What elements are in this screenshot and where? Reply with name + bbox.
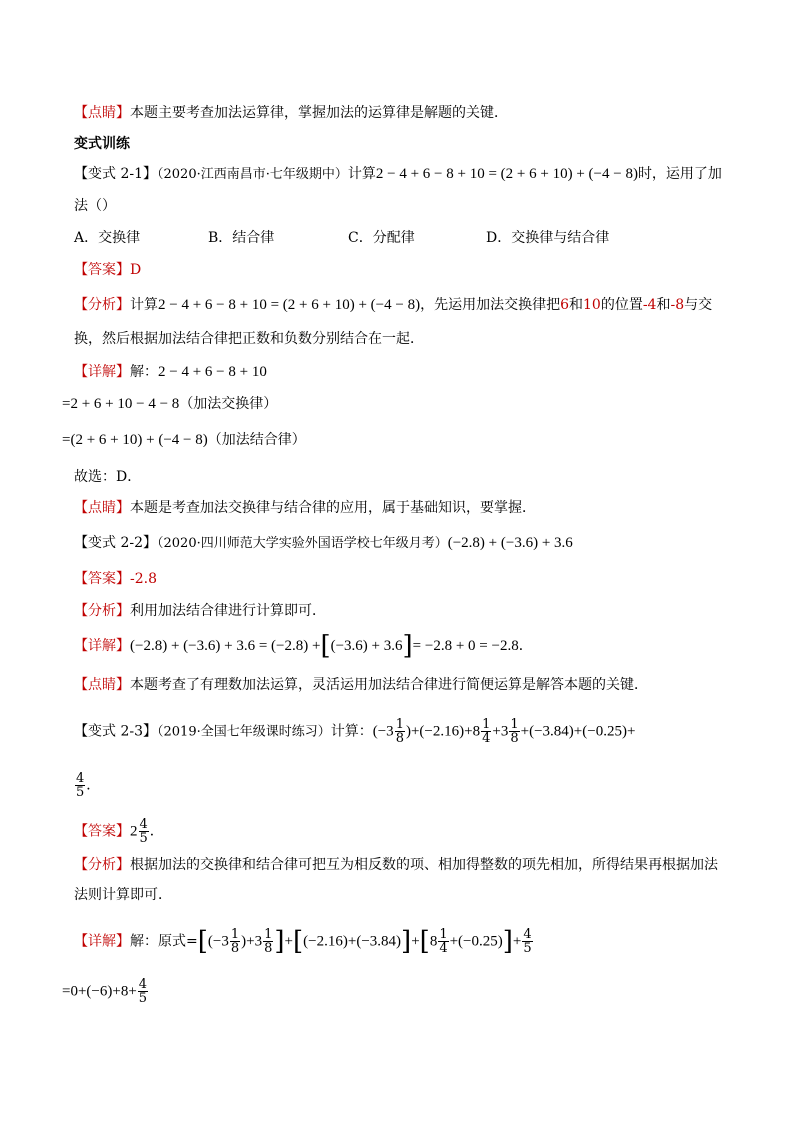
v23-answer-whole: 2 [130,823,138,840]
v21-analysis-prefix: 计算 [130,297,158,313]
v21-detail-step2 [62,394,277,414]
v21-analysis-expression: 2 − 4 + 6 − 8 + 10 = (2 + 6 + 10) + (−4 − 8) [158,297,421,313]
v23-label: 【变式 2-3】 [74,723,157,740]
v21-tail: 时，运用了加 [637,166,722,182]
v23-question-line2: $\frac{4}{5}$ ． [76,771,101,800]
v23-answer-tag: 【答案】 [74,823,130,840]
v22-analysis-text: 利用加法结合律进行计算即可． [130,603,326,619]
section-title: 变式训练 [74,136,130,152]
v23-plus2: +3 [492,723,509,740]
v22-answer [74,569,157,589]
v21-option-c: C．分配律 [348,230,415,246]
v21-question-line2: 法（） [74,198,116,214]
v21-detail-step3 [62,430,306,450]
v21-analysis-he2: 和 [656,297,671,313]
v21-step2-note: （加法交换律） [179,396,278,412]
v23-detail-frac-b: $\frac{1}{8}$ [264,927,273,956]
v21-label: 【变式 2-1】 [74,166,157,182]
v23-question-line1: 【变式 2-3】（2019·全国七年级课时练习）计算：(−3 $\frac{1}{8}$ )+(−2.16)+8 $\frac{1}{4}$ +3 $\frac{1}{8}$ +(−3.84)+(−0.25)+ [74,717,636,746]
v22-question [74,533,573,554]
v22-dianjing [74,675,648,695]
v21-analysis-neg8: -8 [670,297,685,313]
v21-detail-tag: 【详解】 [74,364,130,380]
v21-detail-head: 解： [130,364,158,380]
v23-detail-frac-d: $\frac{1}{4}$ [439,927,448,956]
v21-analysis-line2: 换，然后根据加法结合律把正数和负数分别结合在一起． [74,331,424,347]
v22-dianjing-text: 本题考查了有理数加法运算，灵活运用加法结合律进行简便运算是解答本题的关键． [130,677,648,693]
v21-answer [74,260,141,280]
v23-plus1: +(−2.16)+8 [410,723,481,740]
v23-analysis-text1: 根据加法的交换律和结合律可把互为相反数的项、相加得整数的项先相加，所得结果再根据加法 [130,857,718,873]
v23-term1-fraction: $\frac{1}{8}$ [395,717,404,746]
v22-expression: (−2.8) + (−3.6) + 3.6 [447,535,573,551]
v21-analysis-line1 [74,295,712,315]
v22-analysis [74,601,326,621]
v23-term4-fraction: $\frac{4}{5}$ [76,771,85,800]
v23-term2-fraction: $\frac{1}{4}$ [482,717,491,746]
v23-answer: 【答案】2 $\frac{4}{5}$ ． [74,817,164,846]
v22-analysis-tag: 【分析】 [74,603,130,619]
v22-detail-tag: 【详解】 [74,638,130,654]
v21-answer-value: D [130,262,142,278]
v22-dianjing-tag: 【点睛】 [74,677,130,693]
v21-analysis-10: 10 [583,297,601,313]
v21-option-a: A．交换律 [74,230,141,246]
v21-source: （2020·江西南昌市·七年级期中） [157,167,348,182]
v23-term3-fraction: $\frac{1}{8}$ [510,717,519,746]
v21-step3-note: （加法结合律） [207,432,306,448]
v21-step3-expr: =(2 + 6 + 10) + (−4 − 8) [62,432,208,448]
v21-dianjing-tag: 【点睛】 [74,500,130,516]
dianjing-tag: 【点睛】 [74,105,130,121]
dianjing-text: 本题主要考查加法运算律，掌握加法的运算律是解题的关键． [130,105,508,121]
v22-label: 【变式 2-2】 [74,535,157,551]
v21-analysis-tag: 【分析】 [74,297,130,313]
v21-step2-expr: =2 + 6 + 10 − 4 − 8 [62,396,180,412]
v22-detail-end: ． [518,638,533,654]
v21-analysis-he1: 和 [569,297,583,313]
v21-analysis-a: ，先运用加法交换律把 [420,297,561,313]
v21-answer-tag: 【答案】 [74,262,130,278]
v23-prompt: 计算： [330,723,373,740]
v23-plus3: +(−3.84)+(−0.25)+ [520,723,636,740]
v21-detail-expr1: 2 − 4 + 6 − 8 + 10 [158,364,267,380]
v21-analysis-neg4: -4 [642,297,657,313]
v21-dianjing [74,498,536,518]
v23-detail-head: 解：原式= [130,933,198,950]
v21-analysis-6: 6 [560,297,569,313]
v22-detail-b: (−3.6) + 3.6 [330,638,403,654]
v21-detail-line1 [74,362,267,382]
v23-detail-line1: 【详解】解：原式=[(−3 $\frac{1}{8}$ )+3 $\frac{1}{8}$ ]+[(−2.16)+(−3.84)]+[8 $\frac{1}{4}$ +(−0.25)]+ $\frac{4}{5}$ [74,926,532,957]
v21-question-line1 [74,164,722,185]
v23-analysis-line2: 法则计算即可． [74,887,172,903]
v23-source: （2019·全国七年级课时练习） [157,724,331,740]
v23-last-line: =0+(−6)+8+ [62,983,137,1000]
v22-detail: 【详解】(−2.8) + (−3.6) + 3.6 = (−2.8) +[(−3.6) + 3.6]= −2.8 + 0 = −2.8． [74,631,533,661]
v21-conclusion: 故选：D． [74,469,142,485]
v23-answer-fraction: $\frac{4}{5}$ [139,817,148,846]
dianjing-paragraph [74,103,508,123]
v22-source: （2020·四川师范大学实验外国语学校七年级月考） [157,536,448,551]
v23-last-fraction: $\frac{4}{5}$ [138,977,148,1006]
v23-detail-tag: 【详解】 [74,933,130,950]
v21-option-d: D．交换律与结合律 [486,230,610,246]
v21-option-b: B．结合律 [208,230,275,246]
v22-detail-a: (−2.8) + (−3.6) + 3.6 = (−2.8) + [130,638,321,654]
v23-detail-frac-a: $\frac{1}{8}$ [230,927,240,956]
v21-prompt: 计算 [347,166,376,182]
v21-analysis-b: 的位置 [600,297,643,313]
v23-term1: (−3 [372,723,394,740]
v22-answer-tag: 【答案】 [74,571,130,587]
v23-analysis-tag: 【分析】 [74,857,130,873]
v22-detail-c: = −2.8 + 0 = −2.8 [412,638,519,654]
v21-expression: 2 − 4 + 6 − 8 + 10 = (2 + 6 + 10) + (−4 − 8) [375,166,638,182]
v23-detail-line2 [62,978,149,1005]
v21-dianjing-text: 本题是考查加法交换律与结合律的应用，属于基础知识，要掌握． [130,500,536,516]
v22-answer-value: -2.8 [130,571,157,587]
v23-detail-frac-f: $\frac{4}{5}$ [523,927,532,956]
v23-analysis-line1 [74,855,718,875]
v21-analysis-c: 与交 [684,297,713,313]
v23-detail-c: (−2.16)+(−3.84) [303,933,402,950]
